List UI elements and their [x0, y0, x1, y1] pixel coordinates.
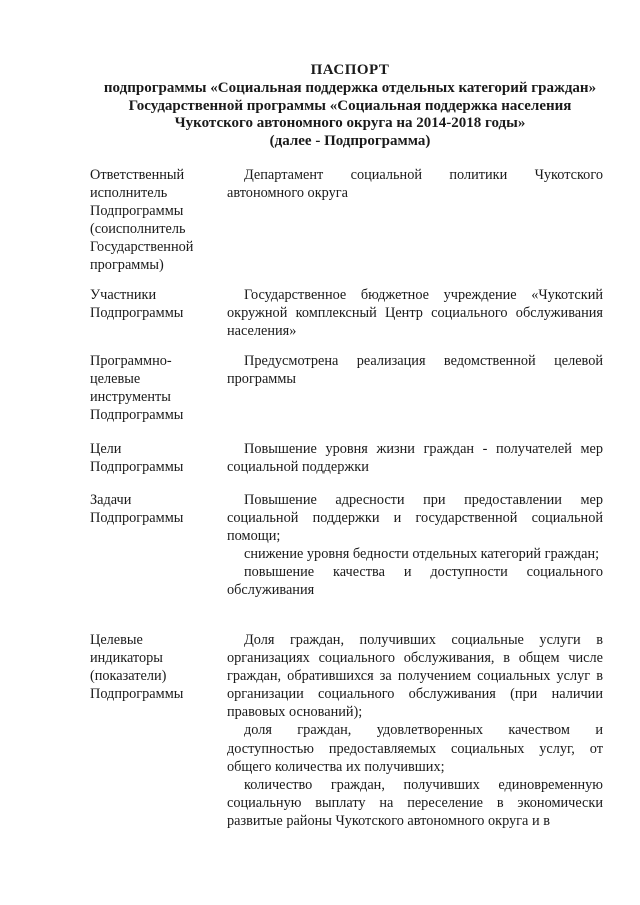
- passport-heading: [60, 62, 640, 150]
- row-label-line: (показатели): [90, 668, 167, 685]
- row-value: [227, 286, 603, 340]
- row-value: [227, 631, 603, 830]
- heading-line-2: Государственной программы «Социальная поддержка населения: [128, 97, 572, 114]
- row-paragraph: снижение уровня бедности отдельных категорий граждан;: [244, 546, 600, 563]
- row-paragraph: Государственное бюджетное учреждение «Чукотский окружной комплексный Центр социального обслуживания населения»: [227, 287, 603, 340]
- row-label-line: Подпрограммы: [90, 459, 184, 476]
- row-value: [227, 440, 603, 476]
- document-title: ПАСПОРТ: [310, 62, 390, 78]
- row-label: [90, 166, 215, 275]
- row-label-line: Цели: [90, 441, 122, 457]
- row-label: [90, 631, 215, 703]
- row-label-line: Ответственный: [90, 167, 185, 183]
- row-label-line: Подпрограммы: [90, 686, 184, 703]
- row-label-line: Задачи: [90, 492, 132, 508]
- row-paragraph: Доля граждан, получивших социальные услуги в организациях социального обслуживания, в общем числе граждан, обратившихся за получением социальных услуг в организации социального обслуживания (при наличии правовых оснований);: [227, 632, 603, 721]
- row-label-line: Подпрограммы: [90, 407, 184, 424]
- row-label: [90, 286, 215, 322]
- row-paragraph: Повышение адресности при предоставлении мер социальной поддержки и государственной социальной помощи;: [227, 492, 603, 545]
- row-label: [90, 440, 215, 476]
- row-label: [90, 491, 215, 527]
- row-label-line: Участники: [90, 287, 157, 303]
- row-label-line: целевые: [90, 371, 141, 388]
- row-label: [90, 352, 215, 424]
- row-paragraph: Предусмотрена реализация ведомственной целевой программы: [227, 353, 603, 388]
- row-value: [227, 491, 603, 600]
- row-label-line: Подпрограммы: [90, 510, 184, 527]
- heading-line-1: подпрограммы «Социальная поддержка отдельных категорий граждан»: [103, 80, 597, 97]
- row-paragraph: количество граждан, получивших единовременную социальную выплату на переселение в экономически развитые районы Чукотского автономного округа и в: [227, 776, 603, 829]
- row-paragraph: Департамент социальной политики Чукотского автономного округа: [227, 167, 603, 202]
- row-paragraph: повышение качества и доступности социального обслуживания: [227, 564, 603, 599]
- row-value: [227, 166, 603, 202]
- row-label-line: инструменты: [90, 389, 171, 406]
- row-label-line: Программно-: [90, 353, 172, 369]
- row-label-line: (соисполнитель: [90, 221, 186, 238]
- row-label-line: программы): [90, 257, 164, 274]
- heading-line-3: Чукотского автономного округа на 2014-2018 годы»: [174, 115, 526, 132]
- heading-line-4: (далее - Подпрограмма): [269, 132, 431, 149]
- row-label-line: Целевые: [90, 632, 143, 648]
- row-paragraph: доля граждан, удовлетворенных качеством и доступностью предоставляемых социальных услуг, от общего количества их получивших;: [227, 722, 603, 775]
- row-label-line: Государственной: [90, 239, 194, 256]
- row-paragraph: Повышение уровня жизни граждан - получателей мер социальной поддержки: [227, 441, 603, 476]
- row-label-line: Подпрограммы: [90, 305, 184, 322]
- row-label-line: Подпрограммы: [90, 203, 184, 220]
- row-value: [227, 352, 603, 388]
- row-label-line: индикаторы: [90, 650, 163, 667]
- row-label-line: исполнитель: [90, 185, 168, 202]
